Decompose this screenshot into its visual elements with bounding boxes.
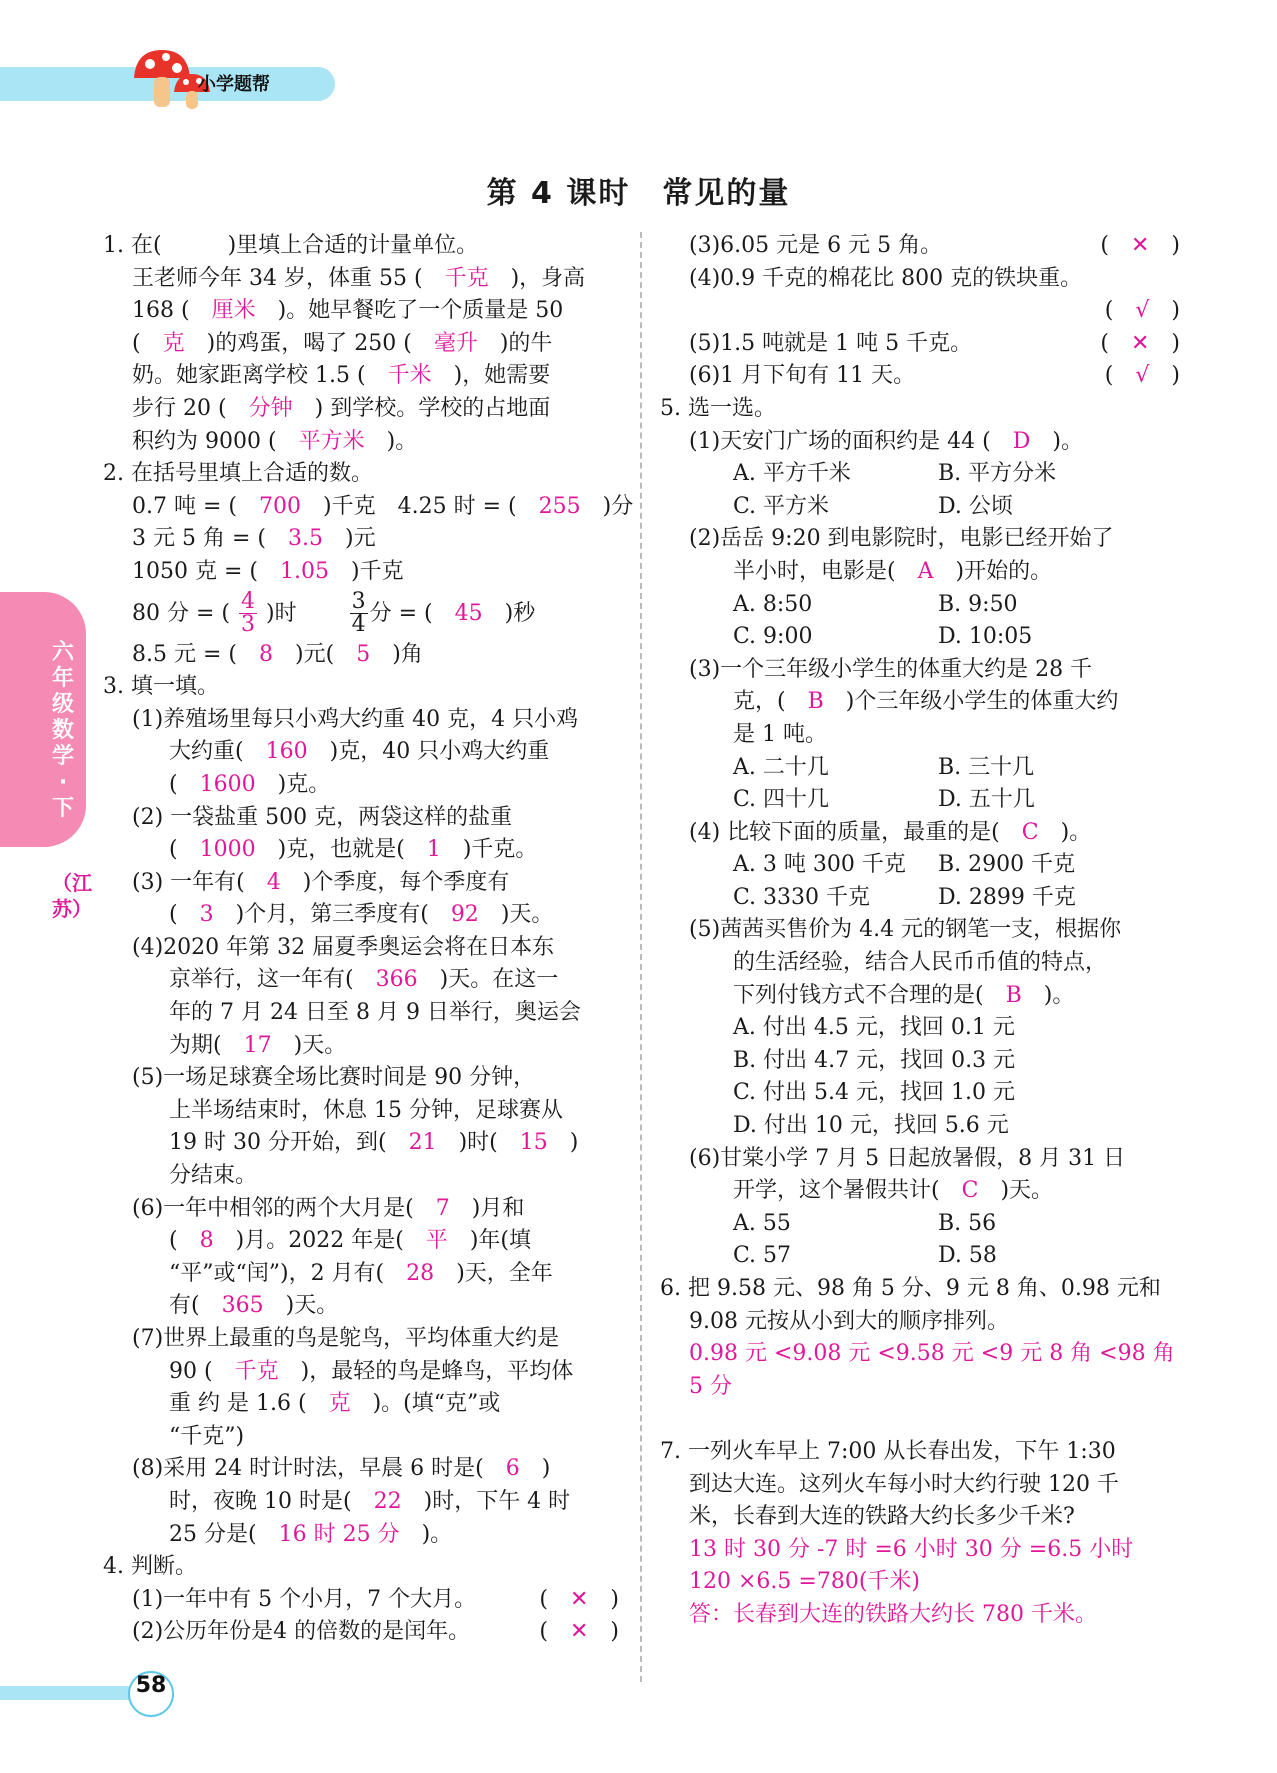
answer: B bbox=[1005, 982, 1022, 1008]
q3-line: ( 1600 )克。 bbox=[169, 771, 331, 797]
q1-line: 步行 20 ( 分钟 ) 到学校。学校的占地面 bbox=[132, 395, 551, 421]
answer: 5 bbox=[356, 641, 371, 667]
q3-line: 为期( 17 )天。 bbox=[169, 1032, 347, 1058]
q2-lead: 2. 在括号里填上合适的数。 bbox=[103, 461, 373, 487]
answer-mark: √ bbox=[1135, 363, 1150, 389]
answer-fraction: $\frac{4}{3}$ bbox=[241, 589, 255, 638]
q5-options: A. 8:50 B. 9:50 bbox=[733, 591, 1018, 617]
q5-line: 下列付钱方式不合理的是( B )。 bbox=[733, 982, 1075, 1008]
q1-line: 168 ( 厘米 )。她早餐吃了一个质量是 50 bbox=[132, 298, 564, 324]
q5-lead: 5. 选一选。 bbox=[660, 395, 776, 421]
q3-line: 分结束。 bbox=[169, 1163, 258, 1189]
q3-line: (8)采用 24 时计时法，早晨 6 时是( 6 ) bbox=[132, 1456, 551, 1482]
q5-options: C. 3330 千克 D. 2899 千克 bbox=[733, 884, 1076, 910]
q4-item: (5)1.5 吨就是 1 吨 5 千克。 ( ✕ ) bbox=[689, 330, 1180, 356]
q3-line: (7)世界上最重的鸟是鸵鸟，平均体重大约是 bbox=[132, 1326, 560, 1351]
q3-line: 有( 365 )天。 bbox=[169, 1293, 339, 1319]
answer: A bbox=[917, 558, 934, 584]
q1-lead: 1. 在( )里填上合适的计量单位。 bbox=[103, 233, 479, 258]
answer: 255 bbox=[538, 493, 581, 519]
q2-line: 1050 克 = ( 1.05 )千克 bbox=[132, 558, 404, 584]
q5-line: (1)天安门广场的面积约是 44 ( D )。 bbox=[689, 428, 1083, 454]
answer: 千克 bbox=[444, 265, 489, 291]
q5-line: (2)岳岳 9:20 到电影院时，电影已经开始了 bbox=[689, 526, 1114, 552]
q3-line: 上半场结束时，休息 15 分钟，足球赛从 bbox=[169, 1097, 563, 1123]
q3-line: “千克”) bbox=[169, 1423, 245, 1449]
answer: 21 bbox=[408, 1130, 437, 1156]
q6-lead-cont: 9.08 元按从小到大的顺序排列。 bbox=[689, 1308, 1009, 1334]
q5-line: 的生活经验，结合人民币币值的特点， bbox=[733, 950, 1108, 976]
q7-answer: 120 ×6.5 =780(千米) bbox=[689, 1569, 920, 1595]
footer-band bbox=[0, 1686, 130, 1700]
fraction: $\frac{3}{4}$ bbox=[351, 589, 366, 638]
answer: 3.5 bbox=[288, 526, 323, 552]
answer-mark: √ bbox=[1135, 298, 1150, 324]
answer: 平方米 bbox=[298, 428, 365, 454]
q3-line: 年的 7 月 24 日至 8 月 9 日举行，奥运会 bbox=[169, 1000, 581, 1026]
answer: 8 bbox=[199, 1228, 214, 1254]
answer: 1 bbox=[426, 837, 441, 863]
q3-line: (3) 一年有( 4 )个季度，每个季度有 bbox=[132, 869, 510, 895]
answer: 45 bbox=[454, 600, 483, 626]
q5-options: C. 9:00 D. 10:05 bbox=[733, 624, 1033, 650]
page-title: 第 4 课时 常见的量 bbox=[486, 176, 791, 211]
q3-line: ( 1000 )克，也就是( 1 )千克。 bbox=[169, 837, 538, 863]
answer: 16 时 25 分 bbox=[278, 1521, 400, 1547]
q1-line: 奶。她家距离学校 1.5 ( 千米 )，她需要 bbox=[132, 363, 551, 389]
q5-line: (6)甘棠小学 7 月 5 日起放暑假，8 月 31 日 bbox=[689, 1145, 1126, 1171]
answer: 92 bbox=[450, 902, 479, 928]
answer: 1.05 bbox=[280, 558, 329, 584]
q3-line: (1)养殖场里每只小鸡大约重 40 克，4 只小鸡 bbox=[132, 706, 579, 732]
q3-line: (6)一年中相邻的两个大月是( 7 )月和 bbox=[132, 1195, 525, 1221]
q4-item: (6)1 月下旬有 11 天。 ( √ ) bbox=[689, 363, 1180, 389]
answer: C bbox=[1021, 819, 1039, 845]
q4-item: (3)6.05 元是 6 元 5 角。 ( ✕ ) bbox=[689, 233, 1180, 258]
q6-lead: 6. 把 9.58 元、98 角 5 分、9 元 8 角、0.98 元和 bbox=[660, 1276, 1161, 1301]
q5-line: 克，( B )个三年级小学生的体重大约 bbox=[733, 689, 1119, 715]
answer: 1600 bbox=[199, 771, 256, 797]
q2-line: 0.7 吨 = ( 700 )千克 4.25 时 = ( 255 )分 bbox=[132, 493, 634, 519]
q7-answer: 13 时 30 分 -7 时 =6 小时 30 分 =6.5 小时 bbox=[689, 1536, 1134, 1562]
q5-options: A. 3 吨 300 千克 B. 2900 千克 bbox=[733, 852, 1076, 878]
answer: 克 bbox=[328, 1391, 351, 1417]
q5-line: 半小时，电影是( A )开始的。 bbox=[733, 558, 1053, 584]
answer: 15 bbox=[519, 1130, 548, 1156]
answer: 366 bbox=[375, 967, 418, 993]
q7-lead: 7. 一列火车早上 7:00 从长春出发，下午 1:30 bbox=[660, 1438, 1116, 1464]
answer: 160 bbox=[265, 739, 308, 765]
q3-line: (5)一场足球赛全场比赛时间是 90 分钟， bbox=[132, 1065, 536, 1091]
q4-item-mark: ( √ ) bbox=[1104, 298, 1180, 324]
q3-line: 90 ( 千克 )，最轻的鸟是蜂鸟，平均体 bbox=[169, 1358, 574, 1384]
q5-line: 是 1 吨。 bbox=[733, 721, 827, 747]
q3-line: ( 3 )个月，第三季度有( 92 )天。 bbox=[169, 902, 554, 928]
q5-line: (3)一个三年级小学生的体重大约是 28 千 bbox=[689, 656, 1093, 682]
q5-options: A. 55 B. 56 bbox=[733, 1210, 997, 1236]
q5-option: D. 付出 10 元，找回 5.6 元 bbox=[733, 1113, 1009, 1139]
q2-line: 8.5 元 = ( 8 )元( 5 )角 bbox=[132, 641, 423, 667]
q7-lead-cont: 米，长春到大连的铁路大约长多少千米? bbox=[689, 1504, 1075, 1530]
answer: 28 bbox=[406, 1260, 435, 1286]
answer: 6 bbox=[505, 1456, 520, 1482]
q1-line: 积约为 9000 ( 平方米 )。 bbox=[132, 428, 418, 454]
q3-line: ( 8 )月。2022 年是( 平 )年(填 bbox=[169, 1228, 531, 1254]
q2-line: 3 元 5 角 = ( 3.5 )元 bbox=[132, 526, 376, 552]
answer-mark: ✕ bbox=[569, 1619, 589, 1645]
header-label: 小学题帮 bbox=[198, 74, 270, 95]
answer-mark: ✕ bbox=[1130, 233, 1150, 258]
page-number: 58 bbox=[128, 1671, 174, 1717]
q4-item: (2)公历年份是4 的倍数的是闰年。 ( ✕ ) bbox=[132, 1619, 619, 1645]
answer: B bbox=[807, 689, 824, 715]
answer: 分钟 bbox=[248, 395, 293, 421]
q3-line: 重 约 是 1.6 ( 克 )。(填“克”或 bbox=[169, 1391, 501, 1417]
q5-option: B. 付出 4.7 元，找回 0.3 元 bbox=[733, 1047, 1016, 1073]
answer: 17 bbox=[243, 1032, 272, 1058]
q5-options: C. 平方米 D. 公顷 bbox=[733, 493, 1013, 519]
answer: 8 bbox=[259, 641, 273, 667]
q3-line: (4)2020 年第 32 届夏季奥运会将在日本东 bbox=[132, 934, 555, 960]
q3-line: 时，夜晚 10 时是( 22 )时，下午 4 时 bbox=[169, 1488, 571, 1514]
q3-line: (2) 一袋盐重 500 克，两袋这样的盐重 bbox=[132, 804, 513, 830]
q3-lead: 3. 填一填。 bbox=[103, 674, 219, 700]
q5-line: (4) 比较下面的质量，最重的是( C )。 bbox=[689, 819, 1092, 845]
q5-options: A. 二十几 B. 三十几 bbox=[733, 754, 1035, 780]
q3-line: “平”或“闰”)，2 月有( 28 )天，全年 bbox=[169, 1260, 553, 1286]
answer: 700 bbox=[259, 493, 301, 519]
q6-answer: 0.98 元 <9.08 元 <9.58 元 <9 元 8 角 <98 角 bbox=[689, 1341, 1175, 1367]
q5-option: A. 付出 4.5 元，找回 0.1 元 bbox=[733, 1015, 1015, 1041]
q4-lead: 4. 判断。 bbox=[103, 1554, 197, 1580]
q3-line: 25 分是( 16 时 25 分 )。 bbox=[169, 1521, 453, 1547]
q4-item: (4)0.9 千克的棉花比 800 克的铁块重。 bbox=[689, 265, 1083, 291]
q5-line: (5)茜茜买售价为 4.4 元的钢笔一支，根据你 bbox=[689, 917, 1122, 943]
q5-option: C. 付出 5.4 元，找回 1.0 元 bbox=[733, 1080, 1015, 1106]
q5-options: C. 四十几 D. 五十几 bbox=[733, 787, 1035, 813]
q5-options: C. 57 D. 58 bbox=[733, 1243, 997, 1269]
answer: 平 bbox=[425, 1228, 448, 1254]
answer-mark: ✕ bbox=[569, 1586, 589, 1612]
answer: D bbox=[1012, 428, 1031, 454]
q6-answer: 5 分 bbox=[689, 1373, 732, 1399]
answer: 千克 bbox=[234, 1358, 279, 1384]
q1-line: ( 克 )的鸡蛋，喝了 250 ( 毫升 )的牛 bbox=[132, 330, 553, 356]
answer: 7 bbox=[435, 1195, 450, 1221]
q7-lead-cont: 到达大连。这列火车每小时大约行驶 120 千 bbox=[689, 1471, 1119, 1497]
q1-line: 王老师今年 34 岁，体重 55 ( 千克 )，身高 bbox=[132, 265, 586, 291]
column-divider bbox=[640, 232, 642, 1682]
side-region-label: （江苏） bbox=[52, 871, 92, 921]
answer: 毫升 bbox=[433, 330, 478, 356]
q3-line: 大约重( 160 )克，40 只小鸡大约重 bbox=[169, 739, 550, 765]
q3-line: 19 时 30 分开始，到( 21 )时( 15 ) bbox=[169, 1130, 579, 1156]
q3-line: 京举行，这一年有( 366 )天。在这一 bbox=[169, 967, 559, 993]
q4-item: (1)一年中有 5 个小月，7 个大月。 ( ✕ ) bbox=[132, 1586, 619, 1612]
answer: 克 bbox=[162, 330, 185, 356]
side-grade-label: 六年级数学·下 bbox=[51, 640, 74, 821]
answer: 1000 bbox=[199, 837, 256, 863]
answer-mark: ✕ bbox=[1130, 330, 1150, 356]
answer: 3 bbox=[199, 902, 214, 928]
answer: 千米 bbox=[387, 363, 432, 389]
answer: 4 bbox=[266, 869, 281, 895]
answer: 365 bbox=[221, 1293, 264, 1319]
answer: C bbox=[961, 1178, 979, 1204]
answer: 厘米 bbox=[211, 298, 256, 324]
q5-options: A. 平方千米 B. 平方分米 bbox=[733, 461, 1057, 487]
left-column bbox=[103, 230, 634, 1649]
right-column bbox=[660, 230, 1180, 1632]
answer: 22 bbox=[373, 1488, 402, 1514]
q7-answer: 答：长春到大连的铁路大约长 780 千米。 bbox=[689, 1601, 1097, 1627]
q5-line: 开学，这个暑假共计( C )天。 bbox=[733, 1178, 1054, 1204]
spacer bbox=[660, 1403, 1180, 1436]
q2-fraction-line: 80 分 = ( $\frac{4}{3}$ )时 $\frac{3}{4}$ 分 = ( 45 )秒 bbox=[132, 589, 536, 638]
